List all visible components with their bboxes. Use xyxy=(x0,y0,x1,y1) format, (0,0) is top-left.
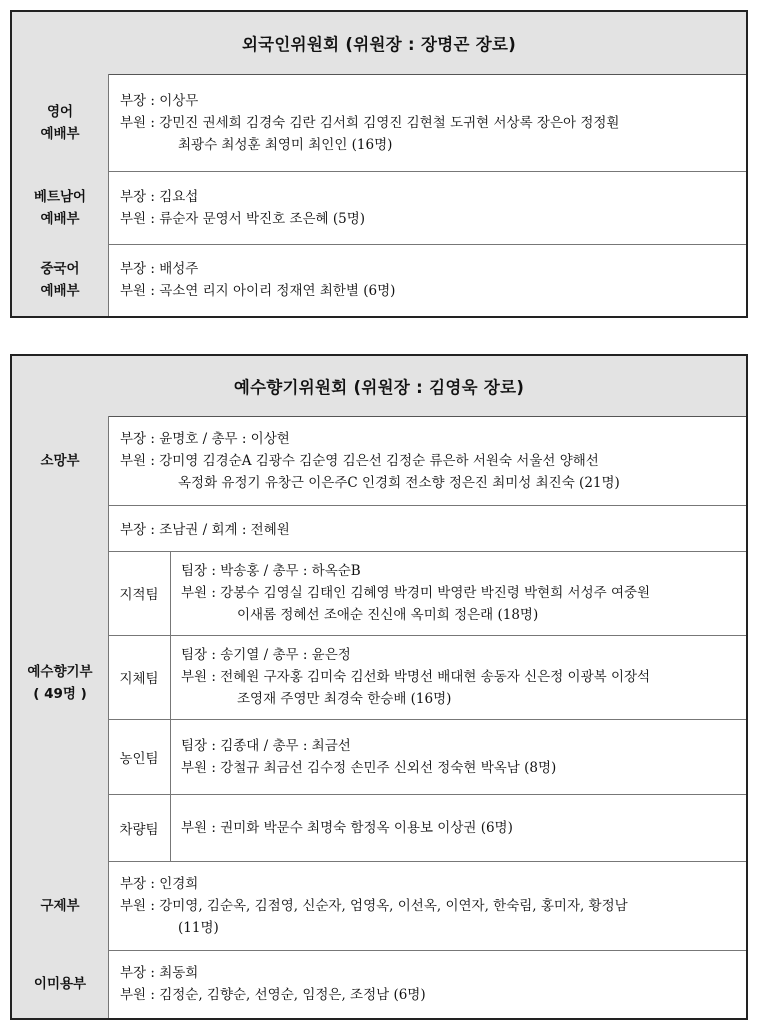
dept-name-line1: 중국어 xyxy=(40,261,80,277)
dept-content xyxy=(120,244,736,316)
dept-head: 부장 : 이상무 xyxy=(120,92,199,109)
dept-members: 부원 : 류순자 문영서 박진호 조은혜 (5명) xyxy=(120,210,366,227)
team-row-jiche xyxy=(108,635,746,720)
team-members: 부원 : 권미화 박문수 최명숙 함정옥 이용보 이상권 (6명) xyxy=(181,819,513,836)
dept-name xyxy=(12,950,109,1018)
dept-row-vietnamese xyxy=(12,171,746,245)
team-content xyxy=(181,794,738,861)
dept-name xyxy=(12,171,109,244)
dept-members: 부원 : 강미영, 김순옥, 김점영, 신순자, 엄영옥, 이선옥, 이연자, 한숙림, 홍미자, 황정남 xyxy=(120,897,628,914)
dept-name-line2: 예배부 xyxy=(40,283,80,299)
team-name: 농인팀 xyxy=(108,719,171,794)
dept-members: 부원 : 김정순, 김향순, 선영순, 임정은, 조정남 (6명) xyxy=(120,987,426,1003)
team-members-cont: 이새롬 정혜선 조애순 진신애 옥미희 정은래 (18명) xyxy=(237,607,539,623)
dept-name-line2: 예배부 xyxy=(40,125,80,142)
dept-name xyxy=(12,74,109,171)
dept-name-line1: 소망부 xyxy=(40,452,80,469)
dept-head: 부장 : 인경희 xyxy=(120,875,199,892)
dept-row-relief xyxy=(12,861,746,951)
dept-members: 부원 : 강민진 권세희 김경숙 김란 김서희 김영진 김현철 도귀현 서상록 장은아 정정훤 xyxy=(120,114,620,131)
dept-head: 부장 : 최동희 xyxy=(120,965,199,981)
dept-name xyxy=(12,861,109,950)
dept-members: 부원 : 곡소연 리지 아이리 정재연 최한별 (6명) xyxy=(120,283,396,299)
team-row-nongin xyxy=(108,719,746,795)
dept-name xyxy=(12,244,109,316)
committee-title: 외국인위원회 (위원장 : 장명곤 장로) xyxy=(12,12,746,75)
dept-content xyxy=(120,171,736,244)
dept-head: 부장 : 조남권 / 회계 : 전혜원 xyxy=(108,505,746,552)
dept-content xyxy=(120,950,736,1018)
dept-row-chinese xyxy=(12,244,746,316)
team-members-cont: 조영재 주영만 최경숙 한승배 (16명) xyxy=(237,691,452,707)
committee-title: 예수향기위원회 (위원장 : 김영욱 장로) xyxy=(12,356,746,417)
team-row-jijeok xyxy=(108,551,746,636)
dept-row-beauty xyxy=(12,950,746,1018)
dept-members-cont: 옥정화 유정기 유창근 이은주C 인경희 전소향 정은진 최미성 최진숙 (21명) xyxy=(178,474,620,491)
foreign-committee-table xyxy=(10,10,748,318)
team-members: 부원 : 강철규 최금선 김수정 손민주 신외선 정숙현 박옥남 (8명) xyxy=(181,759,557,776)
dept-content xyxy=(120,416,736,505)
dept-head: 부장 : 배성주 xyxy=(120,261,199,277)
team-content xyxy=(181,719,738,794)
dept-name-line2: 예배부 xyxy=(40,210,80,227)
dept-members: 부원 : 강미영 김경순A 김광수 김순영 김은선 김정순 류은하 서원숙 서울선 양해선 xyxy=(120,452,599,469)
dept-name-line1: 이미용부 xyxy=(33,976,87,992)
dept-name-line1: 예수향기부 xyxy=(27,664,93,680)
dept-head: 부장 : 김요섭 xyxy=(120,188,199,205)
team-row-vehicle xyxy=(108,794,746,861)
team-members: 부원 : 전혜원 구자홍 김미숙 김선화 박명선 배대현 송동자 신은정 이광복 이장석 xyxy=(181,669,651,685)
team-leader: 팀장 : 김종대 / 총무 : 최금선 xyxy=(181,737,351,754)
jesus-fragrance-committee-table xyxy=(10,354,748,1020)
dept-row-english xyxy=(12,74,746,172)
dept-row-hyanggi xyxy=(12,505,746,862)
dept-name-line1: 영어 xyxy=(46,103,74,120)
team-leader: 팀장 : 박송홍 / 총무 : 하옥순B xyxy=(181,563,361,579)
dept-name-line2: ( 49명 ) xyxy=(33,686,87,702)
team-members: 부원 : 강봉수 김영실 김태인 김혜영 박경미 박영란 박진령 박현희 서성주 여중원 xyxy=(181,585,651,601)
team-content xyxy=(181,551,738,635)
dept-members-cont: (11명) xyxy=(178,919,219,936)
dept-name-line1: 구제부 xyxy=(40,897,80,914)
dept-head: 부장 : 윤명호 / 총무 : 이상현 xyxy=(120,430,290,447)
team-content xyxy=(181,635,738,719)
dept-name xyxy=(12,416,109,505)
team-name: 차량팀 xyxy=(108,794,171,861)
dept-row-somang xyxy=(12,416,746,506)
dept-members-cont: 최광수 최성훈 최영미 최인인 (16명) xyxy=(178,136,393,153)
dept-name-line1: 베트남어 xyxy=(33,188,87,205)
dept-content xyxy=(120,74,736,171)
dept-content xyxy=(120,861,736,950)
dept-name xyxy=(12,505,109,861)
team-leader: 팀장 : 송기열 / 총무 : 윤은정 xyxy=(181,647,351,663)
team-name: 지체팀 xyxy=(108,635,171,719)
team-name: 지적팀 xyxy=(108,551,171,635)
